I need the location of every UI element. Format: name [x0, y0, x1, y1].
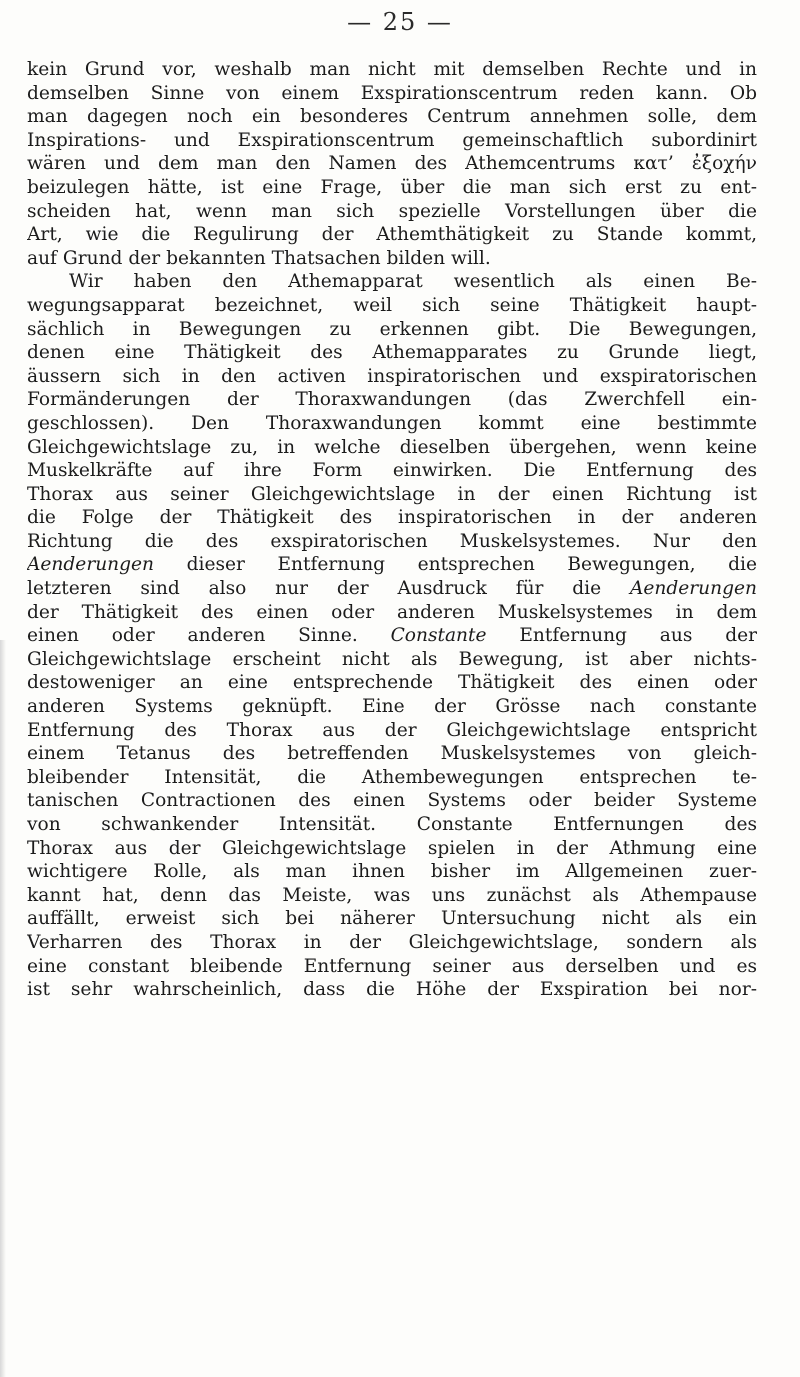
text-line: man dagegen noch ein besonderes Centrum annehmen solle, dem	[27, 106, 757, 128]
text-line: Verharren des Thorax in der Gleichgewichtslage, sondern als	[27, 931, 757, 953]
text-line: kein Grund vor, weshalb man nicht mit demselben Rechte und in	[27, 59, 757, 80]
text-line: geschlossen). Den Thoraxwandungen kommt eine bestimmte	[27, 412, 757, 434]
text-line: Entfernung des Thorax aus der Gleichgewichtslage entspricht	[27, 719, 757, 741]
text-line: Gleichgewichtslage zu, in welche dieselben übergehen, wenn keine	[27, 436, 757, 458]
text-line: anderen Systems geknüpft. Eine der Grösse nach constante	[27, 696, 757, 718]
text-line: eine constant bleibende Entfernung seiner aus derselben und es	[27, 955, 757, 977]
text-line: wären und dem man den Namen des Athemcentrums κατ’ ἐξοχήν	[27, 153, 757, 175]
text-line: einem Tetanus des betreffenden Muskelsystemes von gleich-	[27, 743, 757, 765]
text-line: der Thätigkeit des einen oder anderen Muskelsystemes in dem	[27, 601, 757, 623]
text-line-with-italic: Aenderungen dieser Entfernung entsprechen Bewegungen, die	[27, 554, 757, 576]
text-line: kannt hat, denn das Meiste, was uns zunächst als Athempause	[27, 884, 757, 906]
text-line: auffällt, erweist sich bei näherer Untersuchung nicht als ein	[27, 908, 757, 930]
text-line: beizulegen hätte, ist eine Frage, über die man sich erst zu ent-	[27, 176, 757, 198]
text-line-with-italic: letzteren sind also nur der Ausdruck für die Aenderungen	[27, 578, 757, 600]
italic-emphasis: Constante	[390, 625, 487, 647]
text-line: sächlich in Bewegungen zu erkennen gibt. Die Bewegungen,	[27, 318, 757, 340]
text-line: denen eine Thätigkeit des Athemapparates zu Grunde liegt,	[27, 342, 757, 364]
text-line: Richtung die des exspiratorischen Muskelsystemes. Nur den	[27, 530, 757, 552]
text-line: ist sehr wahrscheinlich, dass die Höhe der Exspiration bei nor-	[27, 979, 757, 1001]
text-line: Muskelkräfte auf ihre Form einwirken. Die Entfernung des	[27, 460, 757, 482]
text-line: die Folge der Thätigkeit des inspiratorischen in der anderen	[27, 507, 757, 529]
text-line: wichtigere Rolle, als man ihnen bisher im Allgemeinen zuer-	[27, 861, 757, 883]
text-line: äussern sich in den activen inspiratorischen und exspiratorischen	[27, 365, 757, 387]
paragraph-end-line: auf Grund der bekannten Thatsachen bilden will.	[27, 247, 491, 269]
text-line: tanischen Contractionen des einen Systems oder beider Systeme	[27, 790, 757, 812]
text-line-with-italic: einen oder anderen Sinne. Constante Entfernung aus der	[27, 625, 757, 647]
text-line: scheiden hat, wenn man sich spezielle Vorstellungen über die	[27, 200, 757, 222]
text-line: wegungsapparat bezeichnet, weil sich seine Thätigkeit haupt-	[27, 294, 757, 316]
text-line: Formänderungen der Thoraxwandungen (das Zwerchfell ein-	[27, 389, 757, 411]
page-number: — 25 —	[347, 8, 453, 36]
text-line: Thorax aus seiner Gleichgewichtslage in der einen Richtung ist	[27, 483, 757, 505]
text-line: destoweniger an eine entsprechende Thätigkeit des einen oder	[27, 672, 757, 694]
text-line: Inspirations- und Exspirationscentrum gemeinschaftlich subordinirt	[27, 129, 757, 151]
text-line: Thorax aus der Gleichgewichtslage spielen in der Athmung eine	[27, 837, 757, 859]
page-edge-shadow	[0, 640, 6, 1377]
text-line: bleibender Intensität, die Athembewegungen entsprechen te-	[27, 766, 757, 788]
italic-emphasis: Aenderungen	[27, 554, 155, 576]
paragraph-start-line: Wir haben den Athemapparat wesentlich als einen Be-	[69, 271, 757, 293]
italic-emphasis: Aenderungen	[629, 578, 757, 600]
body-text	[27, 58, 757, 1002]
text-line: Gleichgewichtslage erscheint nicht als Bewegung, ist aber nichts-	[27, 648, 757, 670]
text-line: von schwankender Intensität. Constante Entfernungen des	[27, 814, 757, 835]
text-line: Art, wie die Regulirung der Athemthätigkeit zu Stande kommt,	[27, 224, 757, 246]
text-line: demselben Sinne von einem Exspirationscentrum reden kann. Ob	[27, 82, 757, 104]
